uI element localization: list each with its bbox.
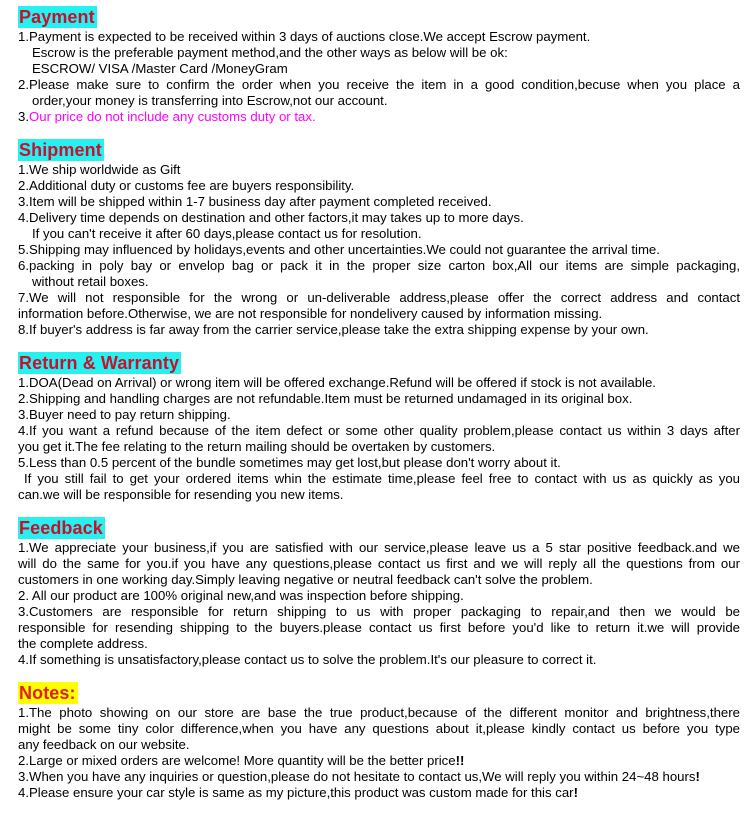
feedback-item-3-line-3: the complete address. xyxy=(18,636,148,651)
payment-item-1: 1.Payment is expected to be received within 3 days of auctions close.We accept Escrow payment. xyxy=(18,29,591,44)
return-item-3: 3.Buyer need to pay return shipping. xyxy=(18,407,231,422)
return-item-5-sub-line-2: can.we will be responsible for resending you new items. xyxy=(18,487,344,502)
payment-item-1-sub-2: ESCROW/ VISA /Master Card /MoneyGram xyxy=(32,61,288,76)
notes-item-4 xyxy=(18,785,740,801)
notes-heading: Notes: xyxy=(19,683,76,703)
shipment-item-2: 2.Additional duty or customs fee are buyers responsibility. xyxy=(18,178,355,193)
shipment-item-1: 1.We ship worldwide as Gift xyxy=(18,162,181,177)
return-heading: Return & Warranty xyxy=(19,353,180,373)
notes-item-2 xyxy=(18,753,740,769)
feedback-item-1-line-2: will do the same for you.if you have any questions,please contact us first and we will reply all the questions from our xyxy=(18,556,740,571)
return-item-4-line-1: 4.If you want a refund because of the item defect or some other quality problem,please contact us within 3 days after xyxy=(18,423,740,438)
feedback-item-3-line-1: 3.Customers are responsible for return shipping to us with proper packaging to repair,and then we would be xyxy=(18,604,740,619)
shipment-item-4: 4.Delivery time depends on destination and other factors,it may takes up to more days. xyxy=(18,210,524,225)
shipment-item-6-sub: without retail boxes. xyxy=(32,274,149,289)
payment-item-2-line-1: 2.Please make sure to confirm the order when you receive the item in a good condition,becuse when you place a xyxy=(18,77,740,92)
payment-heading: Payment xyxy=(19,7,95,27)
notes-item-4-mark: ! xyxy=(573,785,578,800)
notes-item-3-mark: ! xyxy=(695,769,700,784)
shipment-heading: Shipment xyxy=(19,140,102,160)
notes-section xyxy=(18,682,740,801)
shipment-item-8: 8.If buyer's address is far away from the carrier service,please take the extra shipping expense by your own. xyxy=(18,322,649,337)
feedback-item-2: 2. All our product are 100% original new,and was inspection before shipping. xyxy=(18,588,464,603)
shipment-section xyxy=(18,139,740,338)
shipment-item-7-line-1: 7.We will not responsible for the wrong or un-deliverable address,please offer the correct address and contact xyxy=(18,290,740,305)
payment-item-2-line-2: order,your money is transferring into Escrow,not our account. xyxy=(32,93,388,108)
return-item-5: 5.Less than 0.5 percent of the bundle sometimes may get lost,but please don't worry about it. xyxy=(18,455,561,470)
shipment-item-3: 3.Item will be shipped within 1-7 business day after payment completed received. xyxy=(18,194,492,209)
shipment-item-5: 5.Shipping may influenced by holidays,events and other uncertainties.We could not guarantee the arrival time. xyxy=(18,242,660,257)
payment-section xyxy=(18,6,740,125)
notes-item-4-text: 4.Please ensure your car style is same as my picture,this product was custom made for this car xyxy=(18,785,574,800)
feedback-heading: Feedback xyxy=(19,518,103,538)
shipment-item-6: 6.packing in poly bay or envelop bag or pack it in the proper size carton box,All our items are simple packaging, xyxy=(18,258,740,273)
feedback-item-3-line-2: responsible for resending shipping to the buyers.please contact us first before you'd like to return it.we will provide xyxy=(18,620,740,635)
return-item-1: 1.DOA(Dead on Arrival) or wrong item will be offered exchange.Refund will be offered if stock is not available. xyxy=(18,375,656,390)
shipment-item-7-line-2: information before.Otherwise, we are not responsible for nondelivery caused by information missing. xyxy=(18,306,603,321)
notes-item-1-line-1: 1.The photo showing on our store are base the true product,because of the different monitor and brightness,there xyxy=(18,705,740,720)
notes-item-2-mark: !! xyxy=(455,753,465,768)
feedback-item-4: 4.If something is unsatisfactory,please contact us to solve the problem.It's our pleasure to correct it. xyxy=(18,652,597,667)
feedback-section xyxy=(18,517,740,668)
terms-document xyxy=(18,6,740,815)
return-section xyxy=(18,352,740,503)
shipment-item-4-sub: If you can't receive it after 60 days,please contact us for resolution. xyxy=(32,226,422,241)
payment-item-1-sub-1: Escrow is the preferable payment method,and the other ways as below will be ok: xyxy=(32,45,508,60)
return-item-4-line-2: you get it.The fee relating to the return mailing should be overtaken by customers. xyxy=(18,439,496,454)
notes-item-1-line-2: might be some tiny color difference,when you have any questions about it,please kindly contact us before you type xyxy=(18,721,740,736)
feedback-item-1-line-1: 1.We appreciate your business,if you are satisfied with our service,please leave us a 5 star positive feedback.and we xyxy=(18,540,740,555)
feedback-item-1-line-3: customers in one working day.Simply leaving negative or neutral feedback can't solve the problem. xyxy=(18,572,593,587)
notes-item-3-text: 3.When you have any inquiries or question,please do not hesitate to contact us,We will reply you within 24~48 hours xyxy=(18,769,696,784)
payment-item-3 xyxy=(18,109,740,125)
notes-item-2-text: 2.Large or mixed orders are welcome! More quantity will be the better price xyxy=(18,753,456,768)
payment-item-3-text: Our price do not include any customs duty or tax. xyxy=(29,109,316,124)
return-item-5-sub-line-1: If you still fail to get your ordered items whin the estimate time,please feel free to contact with us as quickly as you xyxy=(24,471,740,486)
payment-item-3-number: 3. xyxy=(18,109,29,124)
return-item-2: 2.Shipping and handling charges are not refundable.Item must be returned undamaged in its original box. xyxy=(18,391,633,406)
notes-item-1-line-3: any feedback on our website. xyxy=(18,737,190,752)
notes-item-3 xyxy=(18,769,740,785)
